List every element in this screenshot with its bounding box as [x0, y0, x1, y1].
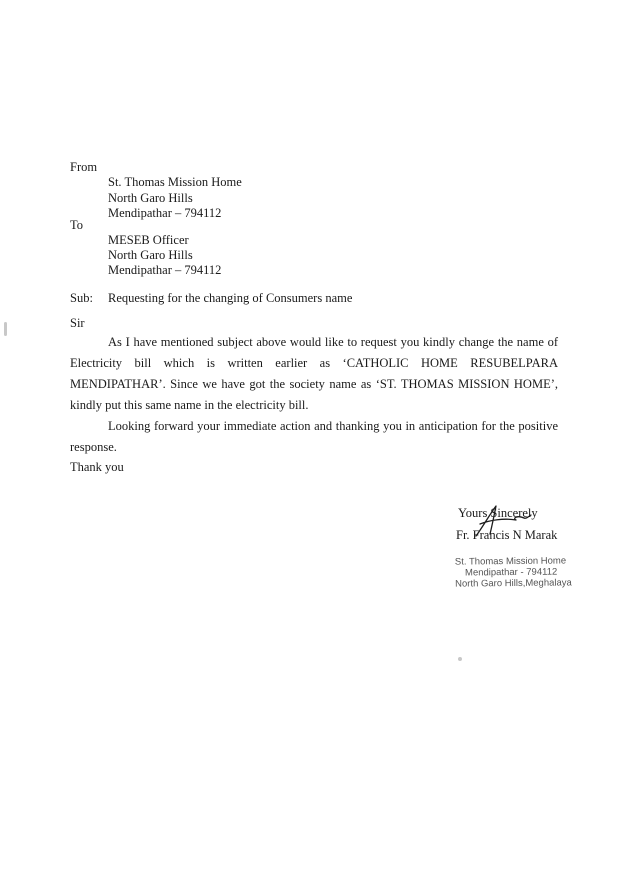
closing: Thank you	[70, 460, 124, 474]
from-label: From	[70, 160, 98, 174]
to-address-line: North Garo Hills	[108, 248, 193, 262]
body-paragraph-1-text: As I have mentioned subject above would like to request you kindly change the name of Electricity bill which is written earlier as ‘CATHOLIC HOME RESUBELPARA MENDIPATHAR’. Since we have got the society name as ‘ST. THOMAS MISSION HOME’, kindly put this same name in the electricity bill.	[70, 335, 558, 412]
signatory-name: Fr. Francis N Marak	[456, 528, 558, 542]
valediction: Yours Sincerely	[458, 506, 538, 520]
handwritten-signature	[468, 500, 538, 542]
from-address-line: Mendipathar – 794112	[108, 206, 222, 220]
from-address-line: St. Thomas Mission Home	[108, 175, 242, 189]
stamp-line: St. Thomas Mission Home	[454, 555, 567, 568]
body-paragraph-2-text: Looking forward your immediate action and thanking you in anticipation for the positive response.	[70, 419, 558, 454]
subject-text: Requesting for the changing of Consumers name	[108, 291, 353, 305]
stamp-line: Mendipathar - 794112	[464, 566, 558, 579]
stamp-line: North Garo Hills,Meghalaya	[455, 577, 572, 590]
body-paragraph-1	[70, 332, 558, 416]
subject-label: Sub:	[70, 291, 93, 305]
organization-stamp	[455, 555, 572, 589]
scan-mark	[4, 322, 7, 336]
to-address-line: MESEB Officer	[108, 233, 189, 247]
salutation: Sir	[70, 316, 85, 330]
to-label: To	[70, 218, 84, 232]
body-paragraph-2	[70, 416, 558, 458]
scan-mark	[458, 657, 462, 661]
from-address-line: North Garo Hills	[108, 191, 193, 205]
to-address-line: Mendipathar – 794112	[108, 263, 222, 277]
